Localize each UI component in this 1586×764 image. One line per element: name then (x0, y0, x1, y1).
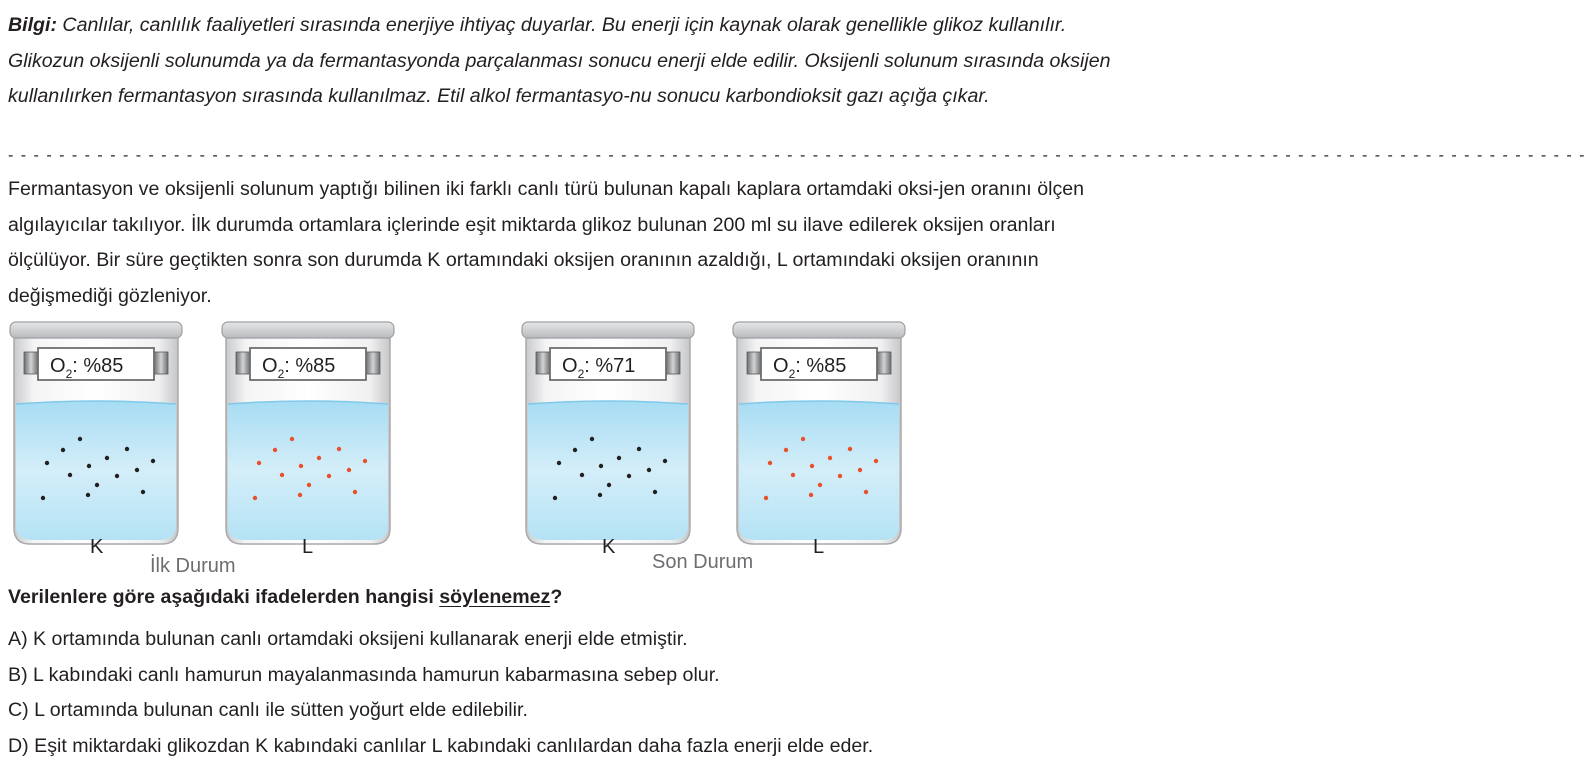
organism-dot (125, 447, 129, 451)
organism-dot (858, 468, 862, 472)
passage-paragraph: Fermantasyon ve oksijenli solunum yaptığı bilinen iki farklı canlı türü bulunan kapalı kaplara ortamdaki oksi-jen oranını ölçen algılayıcılar takılıyor. İlk durumda ortamlara içlerinde eşit miktarda glikoz bulunan 200 ml su ilave edilerek oksijen oranları ölçülüyor. Bir süre geçtikten sonra son durumda K ortamındaki oksijen oranının azaldığı, L ortamındaki oksijen oranının değişmediği gözleniyor. (8, 172, 1124, 314)
organism-dot (818, 483, 822, 487)
organism-dot (838, 474, 842, 478)
organism-dot (801, 437, 805, 441)
info-label: Bilgi: (8, 14, 57, 36)
beaker-rim (522, 322, 694, 338)
organism-dot (280, 473, 284, 477)
organism-dot (115, 474, 119, 478)
organism-dot (135, 468, 139, 472)
organism-dot (573, 448, 577, 452)
dashed-divider: - - - - - - - - - - - - - - - - - - - - - - - - - - - - - - - - - - - - - - - - - - - - - - - - - - - - - - - - - - - - - - - - - - - - - - - - - - - - - - - - - - - - - - - - - - - - - - - - - - - - - - - - - - - - - - - - - - - - - - - - - - - - (8, 146, 1112, 166)
organism-dot (290, 437, 294, 441)
organism-dot (580, 473, 584, 477)
organism-dot (590, 437, 594, 441)
organism-dot (41, 496, 45, 500)
question-text: Verilenlere göre aşağıdaki ifadelerden hangisi (8, 586, 439, 608)
organism-dot (95, 483, 99, 487)
gauge-reading: $O_2$: %71 (562, 355, 635, 381)
beaker-4 (733, 322, 905, 558)
organism-dot (784, 448, 788, 452)
organism-dot (317, 456, 321, 460)
organism-dot (848, 447, 852, 451)
gauge-reading: $O_2$: %85 (262, 355, 335, 381)
organism-dot (363, 459, 367, 463)
organism-dot (307, 483, 311, 487)
organism-dot (298, 493, 302, 497)
beaker-1 (10, 322, 182, 558)
organism-dot (598, 493, 602, 497)
organism-dot (874, 459, 878, 463)
organism-dot (557, 461, 561, 465)
organism-dot (764, 496, 768, 500)
organism-dot (86, 493, 90, 497)
beaker-label: L (302, 536, 313, 558)
organism-dot (553, 496, 557, 500)
organism-dot (45, 461, 49, 465)
organism-dot (337, 447, 341, 451)
gauge-reading: $O_2$: %85 (773, 355, 846, 381)
organism-dot (599, 464, 603, 468)
beaker-label: K (90, 536, 104, 558)
organism-dot (353, 490, 357, 494)
info-text: Canlılar, canlılık faaliyetleri sırasında enerjiye ihtiyaç duyarlar. Bu enerji için kaynak olarak genellikle glikoz kullanılır. Glikozun oksijenli solunumda ya da fermantasyonda parçalanması sonucu enerji elde edilir. Oksijenli solunum sırasında oksijen kullanılırken fermantasyon sırasında kullanılmaz. Etil alkol fermantasyo-nu sonucu karbondioksit gazı açığa çıkar. (8, 14, 1111, 107)
option-c[interactable]: C) L ortamında bulunan canlı ile sütten yoğurt elde edilebilir. (8, 693, 873, 729)
organism-dot (647, 468, 651, 472)
beaker-3 (522, 322, 694, 558)
beaker-water (16, 401, 176, 540)
answer-options (8, 622, 873, 764)
organism-dot (828, 456, 832, 460)
gauge-reading: $O_2$: %85 (50, 355, 123, 381)
organism-dot (791, 473, 795, 477)
beaker-2 (222, 322, 394, 558)
option-a[interactable]: A) K ortamında bulunan canlı ortamdaki oksijeni kullanarak enerji elde etmiştir. (8, 622, 873, 658)
beaker-label: K (602, 536, 616, 558)
organism-dot (768, 461, 772, 465)
organism-dot (617, 456, 621, 460)
organism-dot (653, 490, 657, 494)
question-mark: ? (550, 586, 562, 608)
beaker-figure (0, 318, 1130, 580)
organism-dot (299, 464, 303, 468)
organism-dot (607, 483, 611, 487)
beaker-rim (222, 322, 394, 338)
organism-dot (151, 459, 155, 463)
organism-dot (273, 448, 277, 452)
organism-dot (810, 464, 814, 468)
organism-dot (141, 490, 145, 494)
organism-dot (253, 496, 257, 500)
option-b[interactable]: B) L kabındaki canlı hamurun mayalanmasında hamurun kabarmasına sebep olur. (8, 658, 873, 694)
caption-first-state: İlk Durum (150, 554, 236, 577)
info-paragraph (8, 8, 1124, 115)
organism-dot (864, 490, 868, 494)
beaker-rim (10, 322, 182, 338)
organism-dot (87, 464, 91, 468)
organism-dot (347, 468, 351, 472)
organism-dot (327, 474, 331, 478)
organism-dot (257, 461, 261, 465)
question-emphasis: söylenemez (439, 586, 550, 608)
organism-dot (637, 447, 641, 451)
organism-dot (663, 459, 667, 463)
organism-dot (809, 493, 813, 497)
beaker-water (528, 401, 688, 540)
organism-dot (105, 456, 109, 460)
option-d[interactable]: D) Eşit miktardaki glikozdan K kabındaki canlılar L kabındaki canlılardan daha fazla enerji elde eder. (8, 729, 873, 764)
organism-dot (78, 437, 82, 441)
beaker-label: L (813, 536, 824, 558)
caption-last-state: Son Durum (652, 551, 753, 573)
organism-dot (61, 448, 65, 452)
beaker-water (228, 401, 388, 540)
organism-dot (627, 474, 631, 478)
beaker-water (739, 401, 899, 540)
question-stem (8, 586, 562, 609)
beaker-rim (733, 322, 905, 338)
organism-dot (68, 473, 72, 477)
